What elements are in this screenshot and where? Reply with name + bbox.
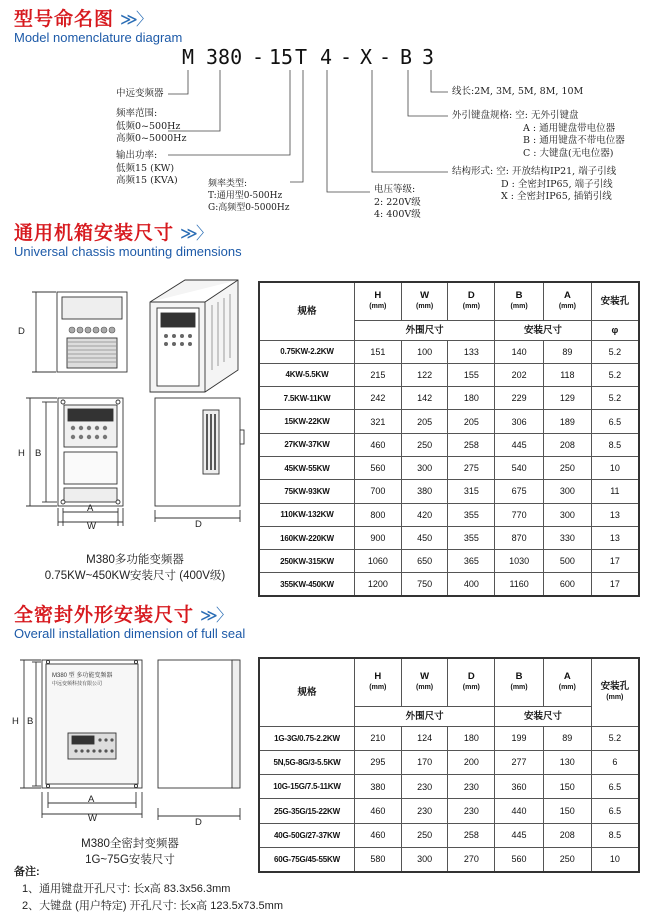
col-hole-2: 安装孔 (mm) (591, 658, 639, 726)
table-row (259, 847, 639, 871)
dim2-label-b: B (27, 716, 34, 727)
table-cell: 650 (401, 550, 448, 573)
dim-label-d-side: D (195, 519, 202, 530)
table-cell: 460 (354, 433, 401, 456)
table-cell: 8.5 (591, 433, 639, 456)
col-model: 规格 (259, 282, 354, 340)
table-row (259, 433, 639, 456)
row-model: 60G-75G/45-55KW (259, 847, 354, 871)
sealed-drawings (0, 0, 260, 924)
table-cell: 230 (401, 775, 448, 799)
group-outer: 外围尺寸 (354, 320, 494, 340)
group-mount-2: 安装尺寸 (495, 706, 591, 726)
col-w-2: W (mm) (401, 658, 448, 706)
table-row (259, 799, 639, 823)
table-cell: 205 (448, 410, 495, 433)
table-cell: 250 (544, 456, 592, 479)
table-cell: 1160 (495, 573, 544, 596)
row-model: 45KW-55KW (259, 456, 354, 479)
table-row (259, 823, 639, 847)
col-a: A (mm) (544, 282, 592, 320)
table-cell: 250 (401, 823, 448, 847)
table-cell: 295 (354, 750, 401, 774)
table-cell: 130 (543, 750, 591, 774)
table-cell: 100 (401, 340, 448, 363)
table-cell: 205 (401, 410, 448, 433)
col-d: D (mm) (448, 282, 495, 320)
col-model-2: 规格 (259, 658, 354, 726)
section2-title: 通用机箱安装尺寸 ≫〉 (14, 223, 211, 244)
dim-label-d-top: D (18, 326, 25, 337)
table-cell: 750 (401, 573, 448, 596)
table-cell: 8.5 (591, 823, 639, 847)
table2 (258, 657, 640, 873)
table-cell: 355 (448, 503, 495, 526)
table-row (259, 410, 639, 433)
table-cell: 17 (591, 550, 639, 573)
table-cell: 6.5 (591, 775, 639, 799)
table-cell: 199 (495, 726, 544, 750)
row-model: 355KW-450KW (259, 573, 354, 596)
dim-label-a: A (87, 503, 94, 514)
table-cell: 460 (354, 799, 401, 823)
table-cell: 230 (401, 799, 448, 823)
row-model: 110KW-132KW (259, 503, 354, 526)
row-model: 15KW-22KW (259, 410, 354, 433)
table-cell: 270 (448, 847, 495, 871)
table-cell: 460 (354, 823, 401, 847)
table-cell: 142 (401, 387, 448, 410)
notes (14, 864, 283, 915)
table-cell: 13 (591, 526, 639, 549)
table-cell: 89 (543, 726, 591, 750)
table1 (258, 281, 640, 597)
row-model: 0.75KW-2.2KW (259, 340, 354, 363)
label-keypad: 外引键盘规格: 空: 无外引键盘 A : 通用键盘带电位器 B : 通用键盘不带电位器 C : 大键盘(无电位器) (452, 110, 625, 159)
table-row (259, 456, 639, 479)
table-cell: 1060 (354, 550, 401, 573)
table-cell: 6 (591, 750, 639, 774)
col-d-2: D (mm) (448, 658, 495, 706)
table-cell: 150 (543, 799, 591, 823)
label-freq-type: 频率类型: T:通用型0-500Hz G:高频型0-5000Hz (208, 179, 290, 213)
table-cell: 870 (495, 526, 544, 549)
section2-subtitle: Universal chassis mounting dimensions (14, 244, 242, 259)
dim2-label-w: W (88, 813, 97, 824)
table-cell: 242 (354, 387, 401, 410)
table-cell: 277 (495, 750, 544, 774)
label-voltage: 电压等级: 2: 220V级 4: 400V级 (374, 184, 421, 220)
notes-title: 备注: (14, 866, 40, 878)
table-cell: 365 (448, 550, 495, 573)
table-cell: 208 (543, 823, 591, 847)
table-cell: 11 (591, 480, 639, 503)
table-cell: 133 (448, 340, 495, 363)
device-nameplate: M380 型 多功能变频器 中远变频科技有限公司 (52, 673, 113, 687)
row-model: 7.5KW-11KW (259, 387, 354, 410)
label-freq-range: 频率范围: 低频0~500Hz 高频0~5000Hz (116, 108, 187, 144)
table-cell: 230 (448, 799, 495, 823)
table-cell: 1030 (495, 550, 544, 573)
row-model: 25G-35G/15-22KW (259, 799, 354, 823)
table-cell: 275 (448, 456, 495, 479)
table-row (259, 387, 639, 410)
label-structure: 结构形式: 空: 开放结构IP21, 端子引线 D : 全密封IP65, 端子引线 X : 全密封IP65, 插销引线 (452, 166, 617, 202)
col-h-2: H (mm) (354, 658, 401, 706)
table-row (259, 480, 639, 503)
row-model: 4KW-5.5KW (259, 363, 354, 386)
table-cell: 315 (448, 480, 495, 503)
table-cell: 420 (401, 503, 448, 526)
table-cell: 800 (354, 503, 401, 526)
table-cell: 445 (495, 823, 544, 847)
table-cell: 202 (495, 363, 544, 386)
section1-title: 型号命名图 ≫〉 (14, 9, 151, 30)
table-cell: 129 (544, 387, 592, 410)
table-row (259, 775, 639, 799)
table-cell: 118 (544, 363, 592, 386)
col-b-2: B (mm) (495, 658, 544, 706)
col-a-2: A (mm) (543, 658, 591, 706)
table-cell: 6.5 (591, 410, 639, 433)
table-cell: 124 (401, 726, 448, 750)
table-row (259, 550, 639, 573)
table-cell: 180 (448, 387, 495, 410)
row-model: 160KW-220KW (259, 526, 354, 549)
caption2: M380全密封变频器 1G~75G安装尺寸 (81, 838, 179, 866)
hole-unit: φ (591, 320, 639, 340)
table-cell: 151 (354, 340, 401, 363)
col-w: W (mm) (401, 282, 448, 320)
section1-subtitle: Model nomenclature diagram (14, 30, 183, 45)
dim-label-w: W (87, 521, 96, 532)
table-cell: 580 (354, 847, 401, 871)
table-cell: 5.2 (591, 726, 639, 750)
table-cell: 155 (448, 363, 495, 386)
table-row (259, 573, 639, 596)
section3-subtitle: Overall installation dimension of full seal (14, 626, 246, 641)
row-model: 75KW-93KW (259, 480, 354, 503)
table-cell: 560 (354, 456, 401, 479)
table-cell: 210 (354, 726, 401, 750)
dim2-label-h: H (12, 716, 19, 727)
col-b: B (mm) (495, 282, 544, 320)
table-cell: 200 (448, 750, 495, 774)
table-cell: 17 (591, 573, 639, 596)
table-cell: 5.2 (591, 340, 639, 363)
table-cell: 675 (495, 480, 544, 503)
table-cell: 5.2 (591, 387, 639, 410)
section3-title: 全密封外形安装尺寸 ≫〉 (14, 605, 231, 626)
row-model: 1G-3G/0.75-2.2KW (259, 726, 354, 750)
table-row (259, 526, 639, 549)
table-cell: 10 (591, 456, 639, 479)
row-model: 40G-50G/27-37KW (259, 823, 354, 847)
table-cell: 258 (448, 823, 495, 847)
table-cell: 300 (401, 456, 448, 479)
row-model: 10G-15G/7.5-11KW (259, 775, 354, 799)
table-cell: 770 (495, 503, 544, 526)
table-cell: 300 (544, 503, 592, 526)
table-cell: 300 (401, 847, 448, 871)
dim2-label-a: A (88, 794, 95, 805)
table-row (259, 340, 639, 363)
table-row (259, 726, 639, 750)
table-cell: 250 (401, 433, 448, 456)
table-cell: 150 (543, 775, 591, 799)
table-cell: 306 (495, 410, 544, 433)
table-cell: 300 (544, 480, 592, 503)
table-cell: 1200 (354, 573, 401, 596)
row-model: 5N,5G-8G/3-5.5KW (259, 750, 354, 774)
table-cell: 900 (354, 526, 401, 549)
dim2-label-d: D (195, 817, 202, 828)
table-cell: 10 (591, 847, 639, 871)
col-hole: 安装孔 (591, 282, 639, 320)
row-model: 27KW-37KW (259, 433, 354, 456)
table-cell: 215 (354, 363, 401, 386)
table-cell: 380 (354, 775, 401, 799)
table-cell: 229 (495, 387, 544, 410)
table-cell: 700 (354, 480, 401, 503)
table-cell: 140 (495, 340, 544, 363)
note-item: 1、通用键盘开孔尺寸: 长x高 83.3x56.3mm (22, 883, 231, 895)
row-model: 250KW-315KW (259, 550, 354, 573)
chevron-right-icon: ≫〉 (180, 224, 211, 243)
table-cell: 355 (448, 526, 495, 549)
table-cell: 230 (448, 775, 495, 799)
table-cell: 6.5 (591, 799, 639, 823)
chevron-right-icon: ≫〉 (120, 10, 151, 29)
table-cell: 170 (401, 750, 448, 774)
table-cell: 89 (544, 340, 592, 363)
table-cell: 380 (401, 480, 448, 503)
table-cell: 445 (495, 433, 544, 456)
table-cell: 258 (448, 433, 495, 456)
label-cable: 线长:2M, 3M, 5M, 8M, 10M (452, 86, 584, 97)
table-cell: 600 (544, 573, 592, 596)
table-cell: 360 (495, 775, 544, 799)
table-row (259, 363, 639, 386)
table-cell: 13 (591, 503, 639, 526)
dim-label-b: B (35, 448, 42, 459)
table-cell: 540 (495, 456, 544, 479)
table-cell: 208 (544, 433, 592, 456)
note-item: 2、大键盘 (用户特定) 开孔尺寸: 长x高 123.5x73.5mm (22, 900, 283, 912)
table-cell: 330 (544, 526, 592, 549)
table-cell: 500 (544, 550, 592, 573)
table-cell: 560 (495, 847, 544, 871)
table-cell: 180 (448, 726, 495, 750)
label-brand: 中远变频器 (116, 88, 164, 99)
table-cell: 250 (543, 847, 591, 871)
group-outer-2: 外围尺寸 (354, 706, 494, 726)
table-cell: 122 (401, 363, 448, 386)
table-cell: 5.2 (591, 363, 639, 386)
table-row (259, 503, 639, 526)
table-cell: 189 (544, 410, 592, 433)
group-mount: 安装尺寸 (495, 320, 592, 340)
table-cell: 440 (495, 799, 544, 823)
table-cell: 450 (401, 526, 448, 549)
label-power: 输出功率: 低频15 (KW) 高频15 (KVA) (116, 150, 178, 186)
table-cell: 321 (354, 410, 401, 433)
table-cell: 400 (448, 573, 495, 596)
dim-label-h: H (18, 448, 25, 459)
chevron-right-icon: ≫〉 (200, 606, 231, 625)
table-row (259, 750, 639, 774)
caption1: M380多功能变频器 0.75KW~450KW安装尺寸 (400V级) (44, 554, 226, 582)
col-h: H (mm) (354, 282, 401, 320)
